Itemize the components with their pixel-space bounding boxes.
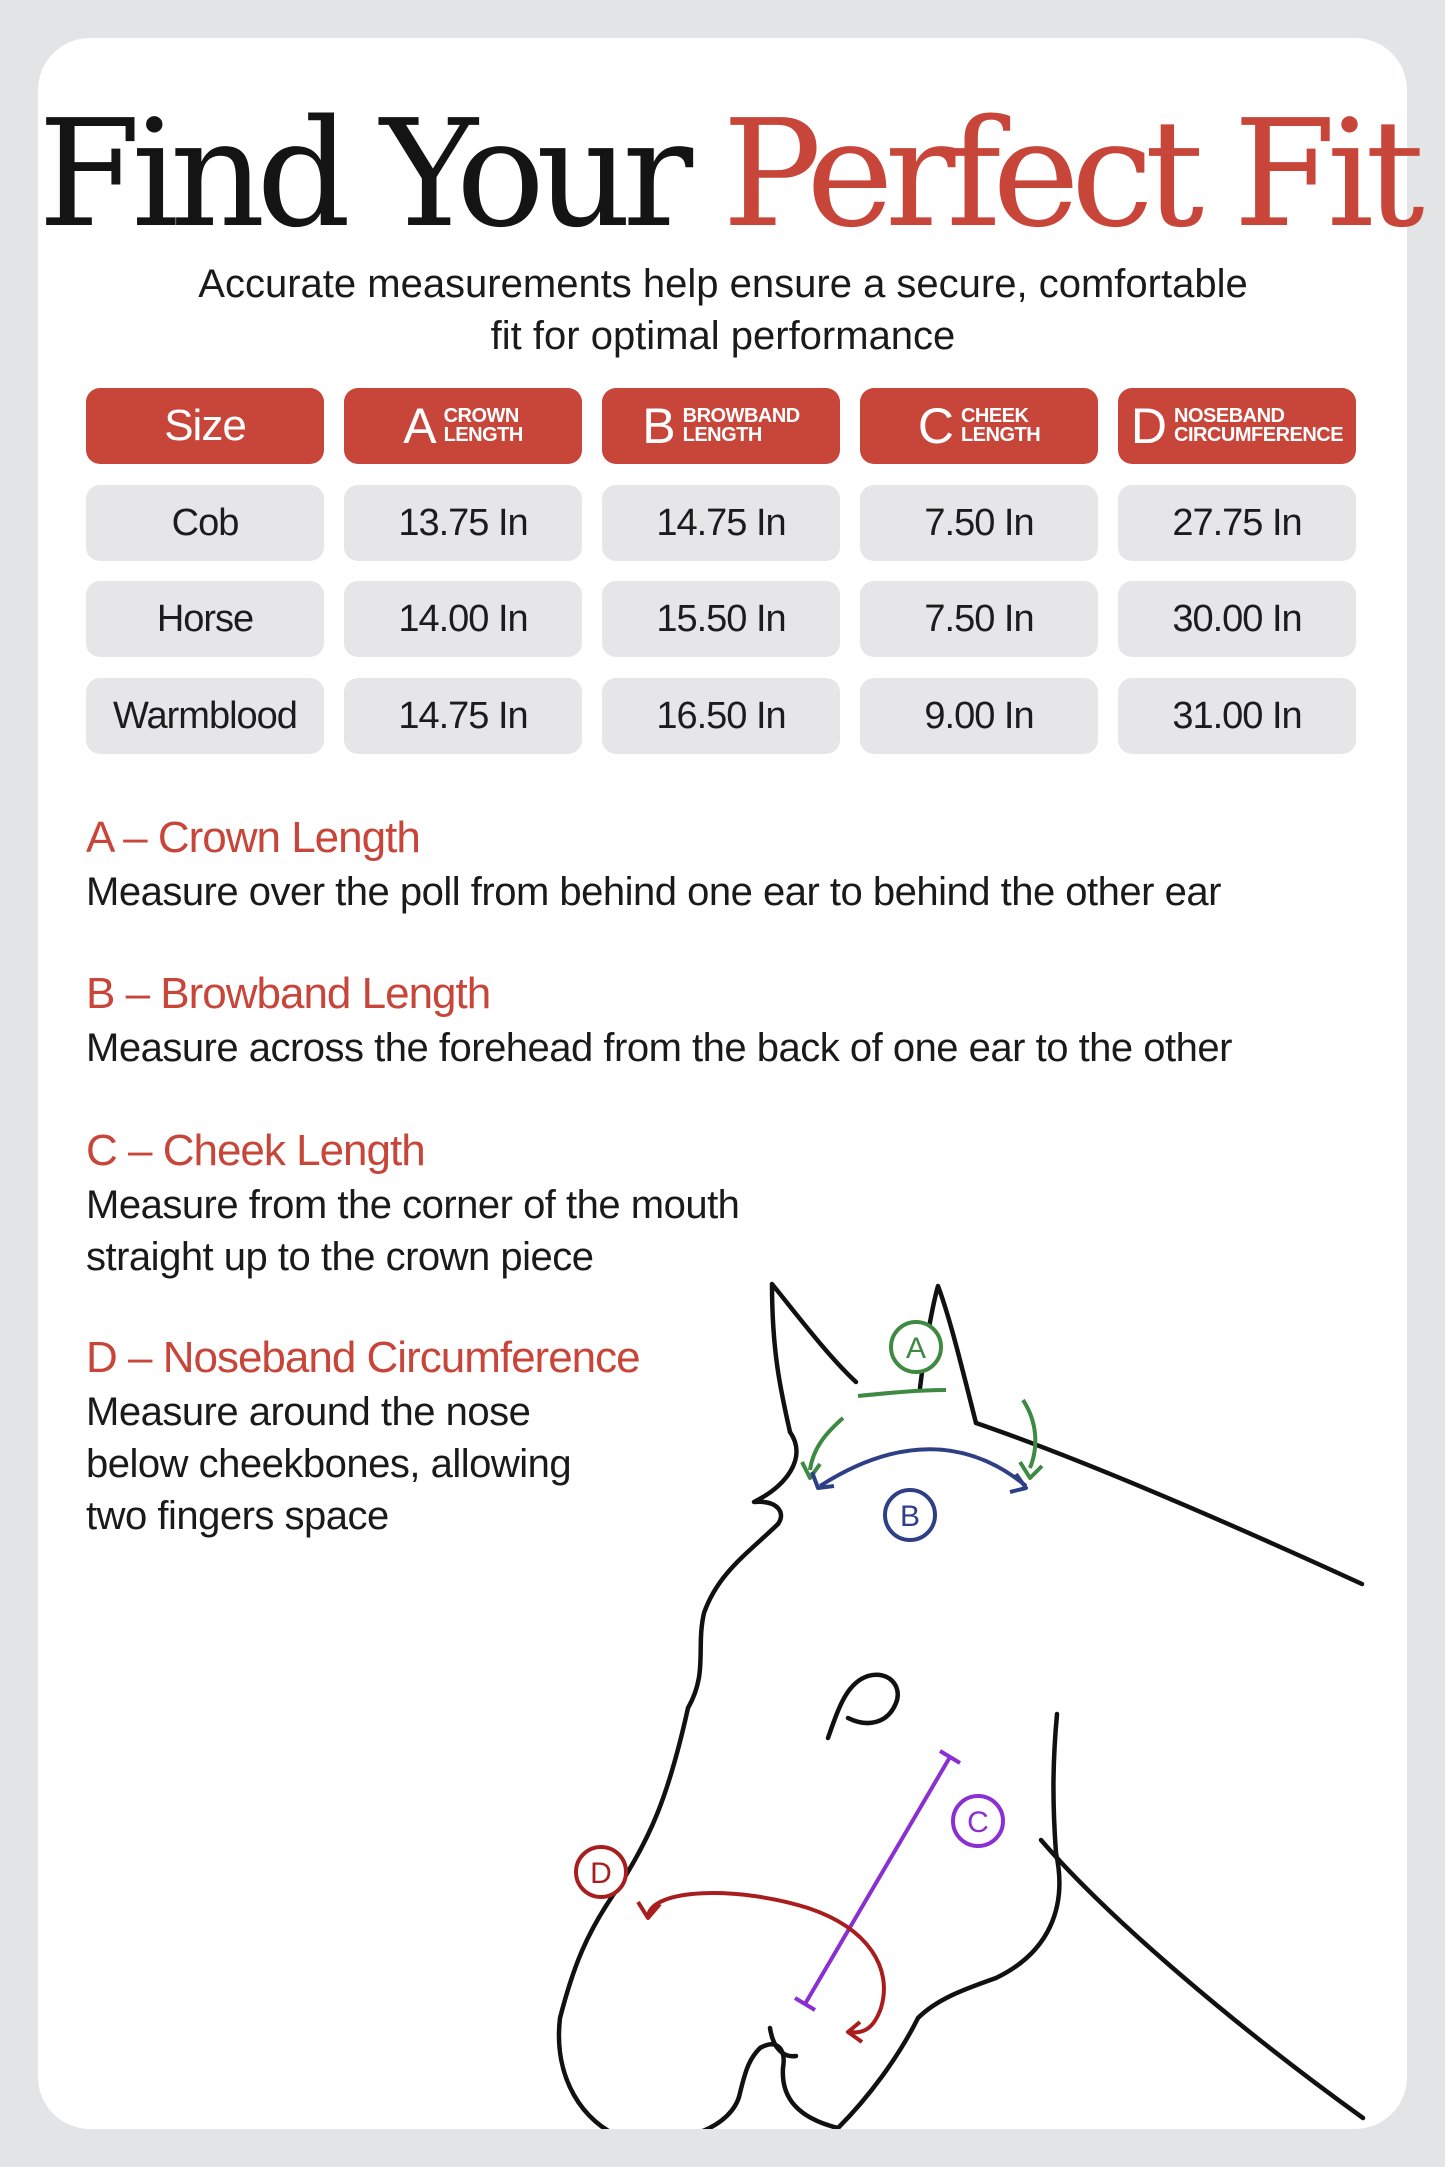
header-letter: D bbox=[1130, 398, 1168, 454]
subtitle-line: Accurate measurements help ensure a secure, comfortable bbox=[198, 262, 1248, 306]
table-cell: 9.00 In bbox=[860, 678, 1098, 754]
table-cell: 7.50 In bbox=[860, 581, 1098, 657]
header-label: Size bbox=[164, 401, 246, 450]
label-a: A bbox=[905, 1332, 927, 1365]
header-line: BROWBAND bbox=[682, 405, 800, 427]
cheek-measure-icon bbox=[795, 1751, 960, 2010]
guide-text: Measure from the corner of the mouth straight up to the crown piece bbox=[86, 1183, 740, 1279]
guide-heading: B – Browband Length bbox=[86, 969, 491, 1018]
guide-heading: C – Cheek Length bbox=[86, 1126, 425, 1175]
table-cell: 13.75 In bbox=[344, 485, 582, 561]
header-line: LENGTH bbox=[960, 424, 1041, 446]
header-line: CROWN bbox=[443, 405, 519, 427]
table-cell: 16.50 In bbox=[602, 678, 840, 754]
table-cell: 30.00 In bbox=[1118, 581, 1356, 657]
header-letter: B bbox=[642, 398, 676, 454]
guide-heading: D – Noseband Circumference bbox=[86, 1333, 640, 1382]
table-cell: Horse bbox=[86, 581, 324, 657]
table-cell: 14.75 In bbox=[602, 485, 840, 561]
guide-text: Measure across the forehead from the back of one ear to the other bbox=[86, 1026, 1232, 1070]
header-line: LENGTH bbox=[443, 424, 523, 446]
table-cell: 14.75 In bbox=[344, 678, 582, 754]
table-cell: 14.00 In bbox=[344, 581, 582, 657]
label-d: D bbox=[590, 1857, 612, 1890]
table-cell: Cob bbox=[86, 485, 324, 561]
guide-heading: A – Crown Length bbox=[86, 813, 420, 862]
header-line: CHEEK bbox=[960, 405, 1029, 427]
horse-outline-icon bbox=[559, 1284, 1363, 2129]
title-accent: Perfect Fit bbox=[722, 88, 1416, 260]
header-line: CIRCUMFERENCE bbox=[1174, 424, 1344, 446]
fit-guide-card bbox=[38, 38, 1416, 2129]
table-cell: 15.50 In bbox=[602, 581, 840, 657]
horse-eye-icon bbox=[828, 1675, 898, 1738]
horse-head-diagram bbox=[38, 38, 1407, 2129]
guide-text: Measure over the poll from behind one ear to behind the other ear bbox=[86, 870, 1221, 914]
noseband-measure-icon bbox=[638, 1893, 884, 2042]
table-cell: 31.00 In bbox=[1118, 678, 1356, 754]
browband-measure-icon bbox=[812, 1449, 1026, 1492]
subtitle-line: fit for optimal performance bbox=[490, 314, 956, 358]
title-dark: Find Your bbox=[38, 88, 685, 260]
guide-text: Measure around the nose below cheekbones, allowing two fingers space bbox=[86, 1390, 572, 1538]
header-line: LENGTH bbox=[682, 424, 762, 446]
header-line: NOSEBAND bbox=[1174, 405, 1285, 427]
table-cell: 27.75 In bbox=[1118, 485, 1356, 561]
label-c: C bbox=[967, 1806, 989, 1839]
header-letter: C bbox=[917, 398, 954, 454]
label-b: B bbox=[899, 1500, 921, 1533]
header-letter: A bbox=[403, 398, 437, 454]
table-cell: Warmblood bbox=[86, 678, 324, 754]
table-cell: 7.50 In bbox=[860, 485, 1098, 561]
